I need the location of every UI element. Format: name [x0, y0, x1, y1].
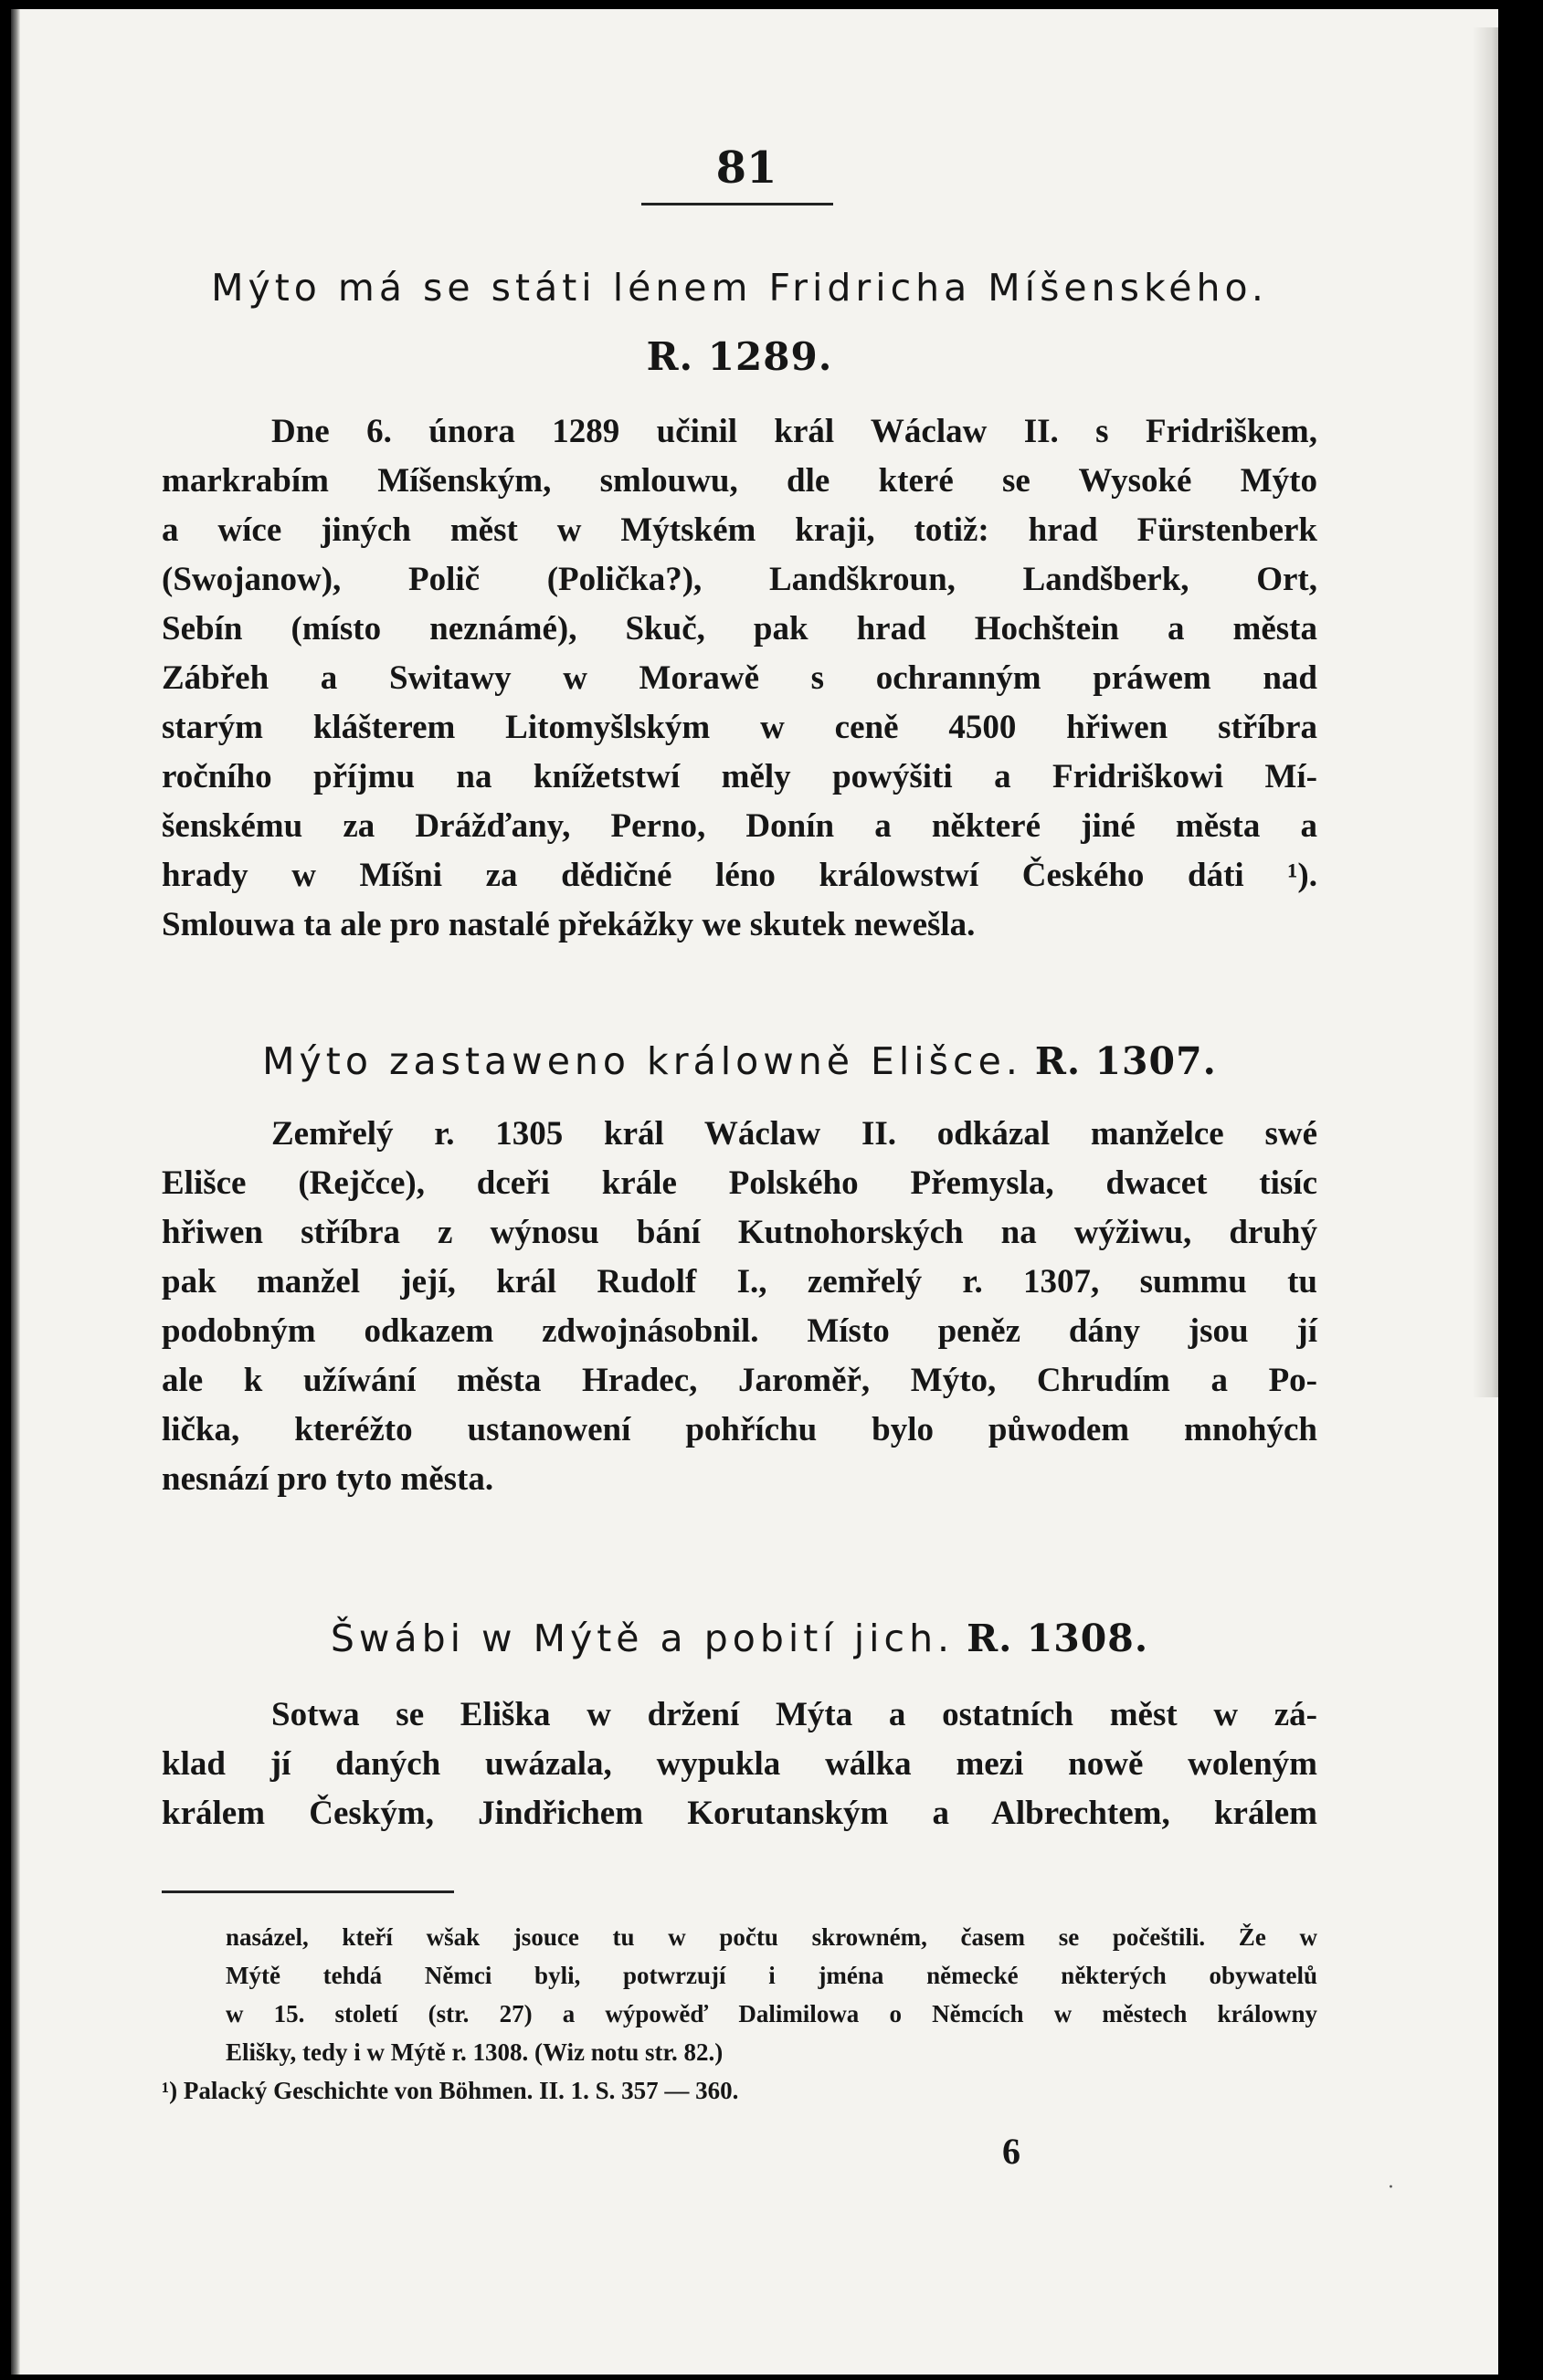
footnote-line: nasázel, kteří wšak jsouce tu w počtu skrowném, časem se počeštili. Že w [226, 1923, 1317, 1951]
text-line: Elišce (Rejčce), dceři krále Polského Přemysla, dwacet tisíc [162, 1164, 1317, 1202]
section-3-heading [162, 1617, 1317, 1660]
footnotes [162, 1918, 1317, 2110]
footnote-1: ¹) Palacký Geschichte von Böhmen. II. 1. S. 357 — 360. [162, 2077, 739, 2104]
text-line: (Swojanow), Polič (Polička?), Landškroun, Landšberk, Ort, [162, 561, 1317, 598]
text-line: Smlouwa ta ale pro nastalé překážky we skutek newešla. [162, 906, 976, 943]
section-2-heading [162, 1039, 1317, 1083]
section-3 [162, 1617, 1317, 1838]
text-line: pak manžel její, král Rudolf I., zemřelý r. 1307, summu tu [162, 1263, 1317, 1301]
section-2 [162, 1039, 1317, 1504]
section-1-year: R. 1289. [646, 334, 833, 379]
text-line: Sebín (místo neznámé), Skuč, pak hrad Hochštein a města [162, 610, 1317, 648]
section-2-year: R. 1307. [1034, 1039, 1217, 1083]
text-line: ale k užíwání města Hradec, Jaroměř, Mýto, Chrudím a Po- [162, 1362, 1317, 1399]
footnote-line: Mýtě tehdá Němci byli, potwrzují i jména německé některých obywatelů [226, 1962, 1317, 1989]
speck: · [1388, 2176, 1394, 2199]
text-line: hřiwen stříbra z wýnosu bání Kutnohorských na wýžiwu, druhý [162, 1214, 1317, 1251]
text-line: a wíce jiných měst w Mýtském kraji, totiž: hrad Fürstenberk [162, 511, 1317, 549]
section-3-title: Šwábi w Mýtě a pobití jich. [330, 1617, 955, 1660]
text-line: Sotwa se Eliška w držení Mýta a ostatních měst w zá- [271, 1696, 1317, 1733]
section-1-heading: Mýto má se státi lénem Fridricha Míšenského. [211, 266, 1268, 310]
footnote-line: Elišky, tedy i w Mýtě r. 1308. (Wiz notu str. 82.) [226, 2038, 724, 2066]
section-1-body [162, 407, 1317, 950]
book-page [11, 9, 1498, 2375]
section-2-title: Mýto zastaweno králowně Elišce. [262, 1039, 1022, 1083]
text-line: Zábřeh a Switawy w Morawě s ochranným práwem nad [162, 659, 1317, 697]
page-edge-shadow [1473, 27, 1498, 1397]
section-1 [162, 266, 1317, 950]
text-line: markrabím Míšenským, smlouwu, dle které se Wysoké Mýto [162, 462, 1317, 500]
text-line: Zemřelý r. 1305 král Wáclaw II. odkázal manželce swé [271, 1115, 1317, 1153]
footnote-line: w 15. století (str. 27) a wýpowěď Dalimilowa o Němcích w městech králowny [226, 2000, 1317, 2027]
text-line: šenskému za Drážďany, Perno, Donín a některé jiné města a [162, 807, 1317, 845]
section-2-body [162, 1110, 1317, 1504]
text-line: starým klášterem Litomyšlským w ceně 4500 hřiwen stříbra [162, 709, 1317, 746]
page-number: 81 [715, 142, 777, 194]
page-number-rule [641, 203, 833, 205]
section-3-year: R. 1308. [967, 1617, 1149, 1660]
signature-mark: 6 [1002, 2131, 1020, 2172]
text-line: nesnází pro tyto města. [162, 1460, 494, 1498]
page-binding-edge [11, 9, 20, 2375]
text-line: ročního příjmu na knížetstwí měly powýšiti a Fridriškowi Mí- [162, 758, 1317, 795]
text-line: hrady w Míšni za dědičné léno králowstwí Českého dáti ¹). [162, 857, 1317, 894]
text-line: podobným odkazem zdwojnásobnil. Místo peněz dány jsou jí [162, 1312, 1317, 1350]
text-line: lička, kteréžto ustanowení pohříchu bylo půwodem mnohých [162, 1411, 1317, 1448]
text-line: králem Českým, Jindřichem Korutanským a Albrechtem, králem [162, 1795, 1317, 1832]
section-3-body [162, 1690, 1317, 1838]
text-line: Dne 6. února 1289 učinil král Wáclaw II. s Fridriškem, [271, 413, 1317, 450]
footnote-rule [162, 1890, 454, 1893]
text-line: klad jí daných uwázala, wypukla wálka mezi nowě woleným [162, 1745, 1317, 1783]
